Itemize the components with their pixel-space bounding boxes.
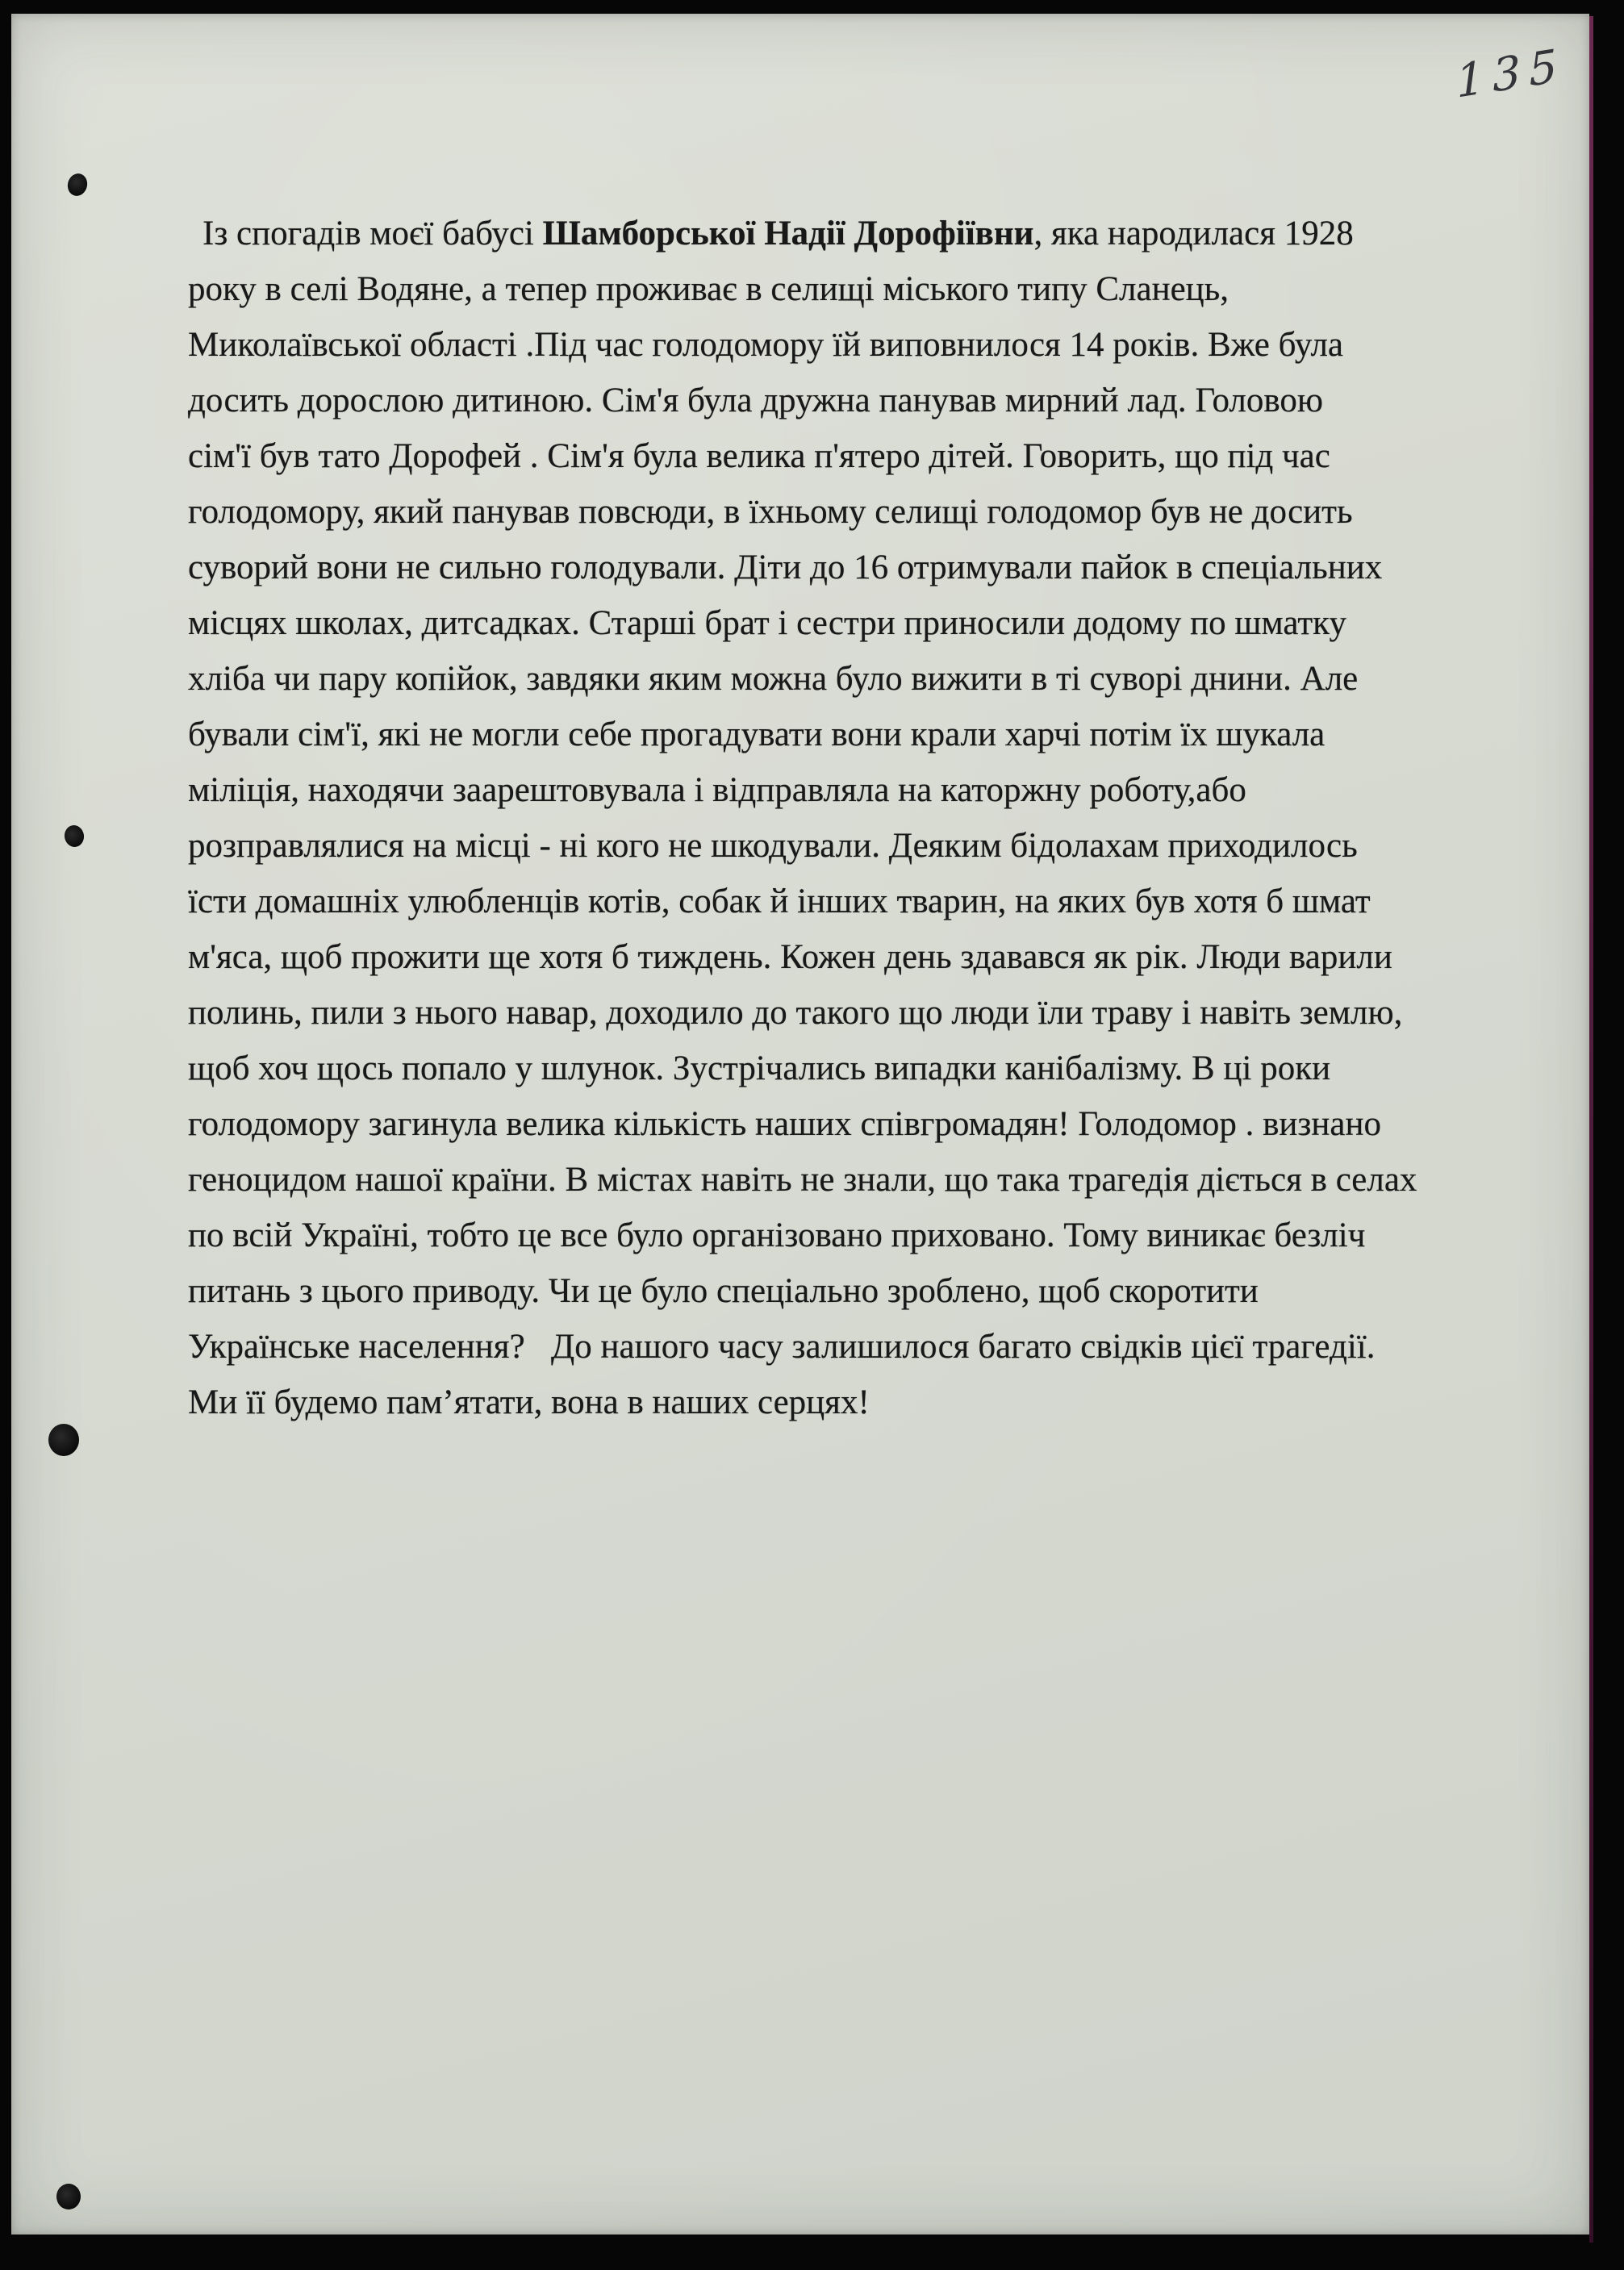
first-line-suffix: , яка народилася 1928 <box>1033 215 1354 252</box>
text-line: м'яса, щоб прожити ще хотя б тиждень. Кожен день здавався як рік. Люди варили <box>188 938 1392 976</box>
hole-punch-icon <box>63 824 86 849</box>
text-line: бували сім'ї, які не могли себе прогадувати вони крали харчі потім їх шукала <box>188 716 1326 753</box>
text-line: голодомору, який панував повсюди, в їхньому селищі голодомор був не досить <box>188 493 1353 531</box>
text-line: суворий вони не сильно голодували. Діти до 16 отримували пайок в спеціальних <box>188 549 1383 586</box>
grandmother-name: Шамборської Надії Дорофіївни <box>542 215 1034 252</box>
text-line: розправлялися на місці - ні кого не шкодували. Деяким бідолахам приходилось <box>188 827 1358 865</box>
hole-punch-icon <box>65 171 90 198</box>
memoir-text <box>188 206 1527 1430</box>
text-line: міліція, находячи заарештовувала і відправляла на каторжну роботу,або <box>188 771 1246 809</box>
text-line: по всій Україні, тобто це все було організовано приховано. Тому виникає безліч <box>188 1216 1366 1254</box>
text-lines <box>188 261 1527 1430</box>
text-line: геноцидом нашої країни. В містах навіть не знали, що така трагедія діється в селах <box>188 1161 1417 1199</box>
hole-punch-icon <box>48 1424 79 1456</box>
text-line: хліба чи пару копійок, завдяки яким можна було вижити в ті суворі днини. Але <box>188 660 1359 698</box>
text-line: досить дорослою дитиною. Сім'я була дружна панував мирний лад. Головою <box>188 382 1323 419</box>
text-line: полинь, пили з нього навар, доходило до такого що люди їли траву і навіть землю, <box>188 994 1403 1032</box>
handwritten-page-number: 135 <box>1455 39 1567 109</box>
text-line: сім'ї був тато Дорофей . Сім'я була велика п'ятеро дітей. Говорить, що під час <box>188 437 1330 475</box>
text-line: щоб хоч щось попало у шлунок. Зустрічались випадки канібалізму. В ці роки <box>188 1049 1331 1087</box>
text-line: голодомору загинула велика кількість наших співгромадян! Голодомор . визнано <box>188 1105 1382 1143</box>
document-page <box>11 14 1589 2235</box>
text-line: їсти домашніх улюбленців котів, собак й інших тварин, на яких був хотя б шмат <box>188 883 1371 920</box>
scan-edge-artifact <box>1589 16 1593 2243</box>
text-line: місцях школах, дитсадках. Старші брат і сестри приносили додому по шматку <box>188 604 1346 642</box>
hole-punch-icon <box>56 2184 81 2209</box>
text-line: Українське населення? До нашого часу залишилося багато свідків цієї трагедії. <box>188 1328 1376 1366</box>
text-line-first <box>188 206 1527 261</box>
text-line: Ми її будемо пам’ятати, вона в наших серцях! <box>188 1383 870 1421</box>
text-line: року в селі Водяне, а тепер проживає в селищі міського типу Сланець, <box>188 270 1229 308</box>
text-line: питань з цього приводу. Чи це було спеціально зроблено, щоб скоротити <box>188 1272 1259 1310</box>
first-line-prefix: Із спогадів моєї бабусі <box>202 215 543 252</box>
text-line: Миколаївської області .Під час голодомору їй виповнилося 14 років. Вже була <box>188 326 1343 364</box>
